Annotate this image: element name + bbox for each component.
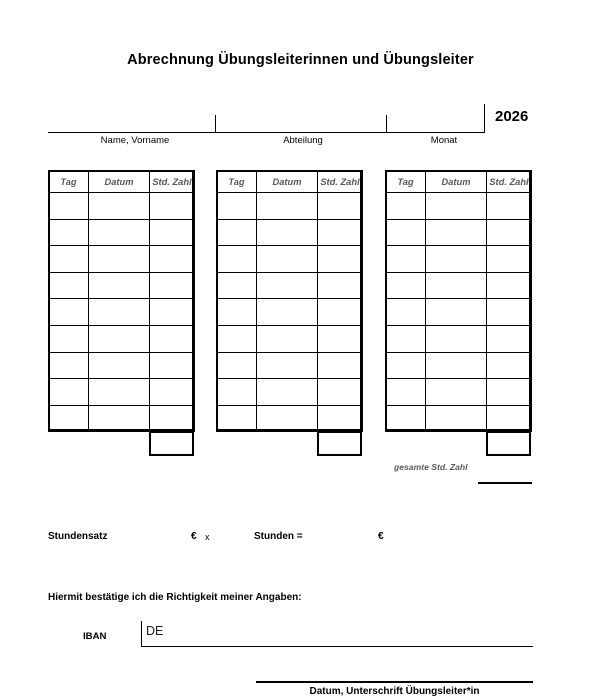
table-row xyxy=(217,352,363,379)
subtotal-box-2[interactable] xyxy=(317,431,362,456)
date-cell[interactable] xyxy=(426,219,487,246)
date-cell[interactable] xyxy=(89,246,150,273)
table-row xyxy=(217,405,363,432)
day-cell[interactable] xyxy=(386,219,426,246)
hours-cell[interactable] xyxy=(487,193,532,220)
table-row xyxy=(386,325,532,352)
date-cell[interactable] xyxy=(257,352,318,379)
signature-rule xyxy=(256,681,533,683)
day-cell[interactable] xyxy=(49,193,89,220)
date-cell[interactable] xyxy=(89,219,150,246)
table-row xyxy=(386,219,532,246)
rate-currency-2: € xyxy=(378,531,384,542)
hours-cell[interactable] xyxy=(318,193,363,220)
day-cell[interactable] xyxy=(49,246,89,273)
column-header: Std. Zahl xyxy=(318,171,363,193)
date-cell[interactable] xyxy=(257,325,318,352)
column-header: Std. Zahl xyxy=(150,171,195,193)
day-cell[interactable] xyxy=(386,352,426,379)
date-cell[interactable] xyxy=(426,246,487,273)
column-header: Tag xyxy=(217,171,257,193)
hours-cell[interactable] xyxy=(318,219,363,246)
table-row xyxy=(217,272,363,299)
column-header: Datum xyxy=(426,171,487,193)
table-row xyxy=(217,219,363,246)
table-row xyxy=(49,219,195,246)
hours-cell[interactable] xyxy=(318,405,363,432)
table-row xyxy=(386,352,532,379)
day-cell[interactable] xyxy=(49,405,89,432)
day-cell[interactable] xyxy=(49,325,89,352)
date-cell[interactable] xyxy=(89,193,150,220)
date-cell[interactable] xyxy=(257,299,318,326)
hours-cell[interactable] xyxy=(318,299,363,326)
hours-cell[interactable] xyxy=(487,246,532,273)
date-cell[interactable] xyxy=(257,405,318,432)
table-row xyxy=(217,325,363,352)
table-row xyxy=(49,272,195,299)
rate-label: Stundensatz xyxy=(48,531,108,542)
hours-cell[interactable] xyxy=(150,352,195,379)
hours-cell[interactable] xyxy=(487,272,532,299)
day-cell[interactable] xyxy=(386,272,426,299)
day-cell[interactable] xyxy=(217,219,257,246)
hours-cell[interactable] xyxy=(150,379,195,406)
hours-cell[interactable] xyxy=(487,352,532,379)
table-row xyxy=(49,193,195,220)
day-cell[interactable] xyxy=(386,405,426,432)
hours-table-2 xyxy=(216,170,363,432)
table-header-row xyxy=(217,171,363,193)
table-row xyxy=(49,405,195,432)
hours-cell[interactable] xyxy=(487,379,532,406)
table-header-row xyxy=(386,171,532,193)
date-cell[interactable] xyxy=(89,352,150,379)
date-cell[interactable] xyxy=(426,325,487,352)
table-row xyxy=(217,193,363,220)
declaration-text: Hiermit bestätige ich die Richtigkeit meiner Angaben: xyxy=(48,592,302,603)
date-cell[interactable] xyxy=(257,246,318,273)
day-cell[interactable] xyxy=(49,219,89,246)
day-cell[interactable] xyxy=(217,352,257,379)
table-header-row xyxy=(49,171,195,193)
date-cell[interactable] xyxy=(89,379,150,406)
month-field-label: Monat xyxy=(430,135,458,146)
header-fields-band xyxy=(48,104,533,150)
table-row xyxy=(386,299,532,326)
header-divider-1 xyxy=(215,115,216,133)
hours-cell[interactable] xyxy=(150,325,195,352)
table-row xyxy=(49,325,195,352)
subtotal-box-3[interactable] xyxy=(486,431,531,456)
day-cell[interactable] xyxy=(217,272,257,299)
day-cell[interactable] xyxy=(386,246,426,273)
hours-cell[interactable] xyxy=(487,219,532,246)
table-row xyxy=(49,246,195,273)
date-cell[interactable] xyxy=(89,299,150,326)
date-cell[interactable] xyxy=(426,299,487,326)
date-cell[interactable] xyxy=(257,193,318,220)
hours-cell[interactable] xyxy=(318,325,363,352)
day-cell[interactable] xyxy=(386,325,426,352)
table-row xyxy=(49,379,195,406)
total-hours-label: gesamte Std. Zahl xyxy=(394,462,468,472)
iban-input[interactable] xyxy=(141,621,533,647)
hours-cell[interactable] xyxy=(318,379,363,406)
total-hours-rule xyxy=(478,482,532,484)
column-header: Datum xyxy=(257,171,318,193)
hours-cell[interactable] xyxy=(318,272,363,299)
table-row xyxy=(49,299,195,326)
hours-cell[interactable] xyxy=(487,299,532,326)
multiply-symbol: x xyxy=(205,532,210,542)
hours-cell[interactable] xyxy=(150,272,195,299)
page-title: Abrechnung Übungsleiterinnen und Übungsleiter xyxy=(127,52,474,68)
column-header: Std. Zahl xyxy=(487,171,532,193)
hours-cell[interactable] xyxy=(150,246,195,273)
date-cell[interactable] xyxy=(426,272,487,299)
day-cell[interactable] xyxy=(49,379,89,406)
column-header: Tag xyxy=(386,171,426,193)
department-field-label: Abteilung xyxy=(283,135,323,146)
table-row xyxy=(217,246,363,273)
hours-table-1 xyxy=(48,170,195,432)
day-cell[interactable] xyxy=(217,405,257,432)
date-cell[interactable] xyxy=(426,405,487,432)
day-cell[interactable] xyxy=(217,379,257,406)
day-cell[interactable] xyxy=(49,299,89,326)
day-cell[interactable] xyxy=(217,246,257,273)
table-row xyxy=(217,299,363,326)
date-cell[interactable] xyxy=(426,193,487,220)
hours-cell[interactable] xyxy=(487,325,532,352)
signature-label: Datum, Unterschrift Übungsleiter*in xyxy=(309,686,480,697)
hours-cell[interactable] xyxy=(487,405,532,432)
iban-label: IBAN xyxy=(83,631,107,642)
header-divider-2 xyxy=(386,115,387,133)
table-row xyxy=(217,379,363,406)
hours-cell[interactable] xyxy=(150,405,195,432)
table-row xyxy=(49,352,195,379)
hours-equals-label: Stunden = xyxy=(254,531,303,542)
header-baseline xyxy=(48,132,485,133)
hours-cell[interactable] xyxy=(150,193,195,220)
date-cell[interactable] xyxy=(426,352,487,379)
table-row xyxy=(386,193,532,220)
date-cell[interactable] xyxy=(89,272,150,299)
hours-table-3 xyxy=(385,170,532,432)
rate-currency-1: € xyxy=(191,531,197,542)
hours-cell[interactable] xyxy=(150,219,195,246)
day-cell[interactable] xyxy=(386,299,426,326)
table-row xyxy=(386,379,532,406)
date-cell[interactable] xyxy=(426,379,487,406)
date-cell[interactable] xyxy=(257,272,318,299)
day-cell[interactable] xyxy=(217,299,257,326)
column-header: Datum xyxy=(89,171,150,193)
column-header: Tag xyxy=(49,171,89,193)
date-cell[interactable] xyxy=(257,219,318,246)
header-divider-3 xyxy=(484,104,485,133)
date-cell[interactable] xyxy=(89,405,150,432)
hours-cell[interactable] xyxy=(318,246,363,273)
day-cell[interactable] xyxy=(386,379,426,406)
hours-cell[interactable] xyxy=(150,299,195,326)
name-field-label: Name, Vorname xyxy=(100,135,170,146)
day-cell[interactable] xyxy=(49,352,89,379)
subtotal-box-1[interactable] xyxy=(149,431,194,456)
hours-cell[interactable] xyxy=(318,352,363,379)
table-row xyxy=(386,405,532,432)
day-cell[interactable] xyxy=(217,325,257,352)
iban-value: DE xyxy=(146,624,164,638)
table-row xyxy=(386,272,532,299)
date-cell[interactable] xyxy=(257,379,318,406)
table-row xyxy=(386,246,532,273)
year-value[interactable]: 2026 xyxy=(495,108,529,125)
day-cell[interactable] xyxy=(386,193,426,220)
day-cell[interactable] xyxy=(49,272,89,299)
day-cell[interactable] xyxy=(217,193,257,220)
date-cell[interactable] xyxy=(89,325,150,352)
